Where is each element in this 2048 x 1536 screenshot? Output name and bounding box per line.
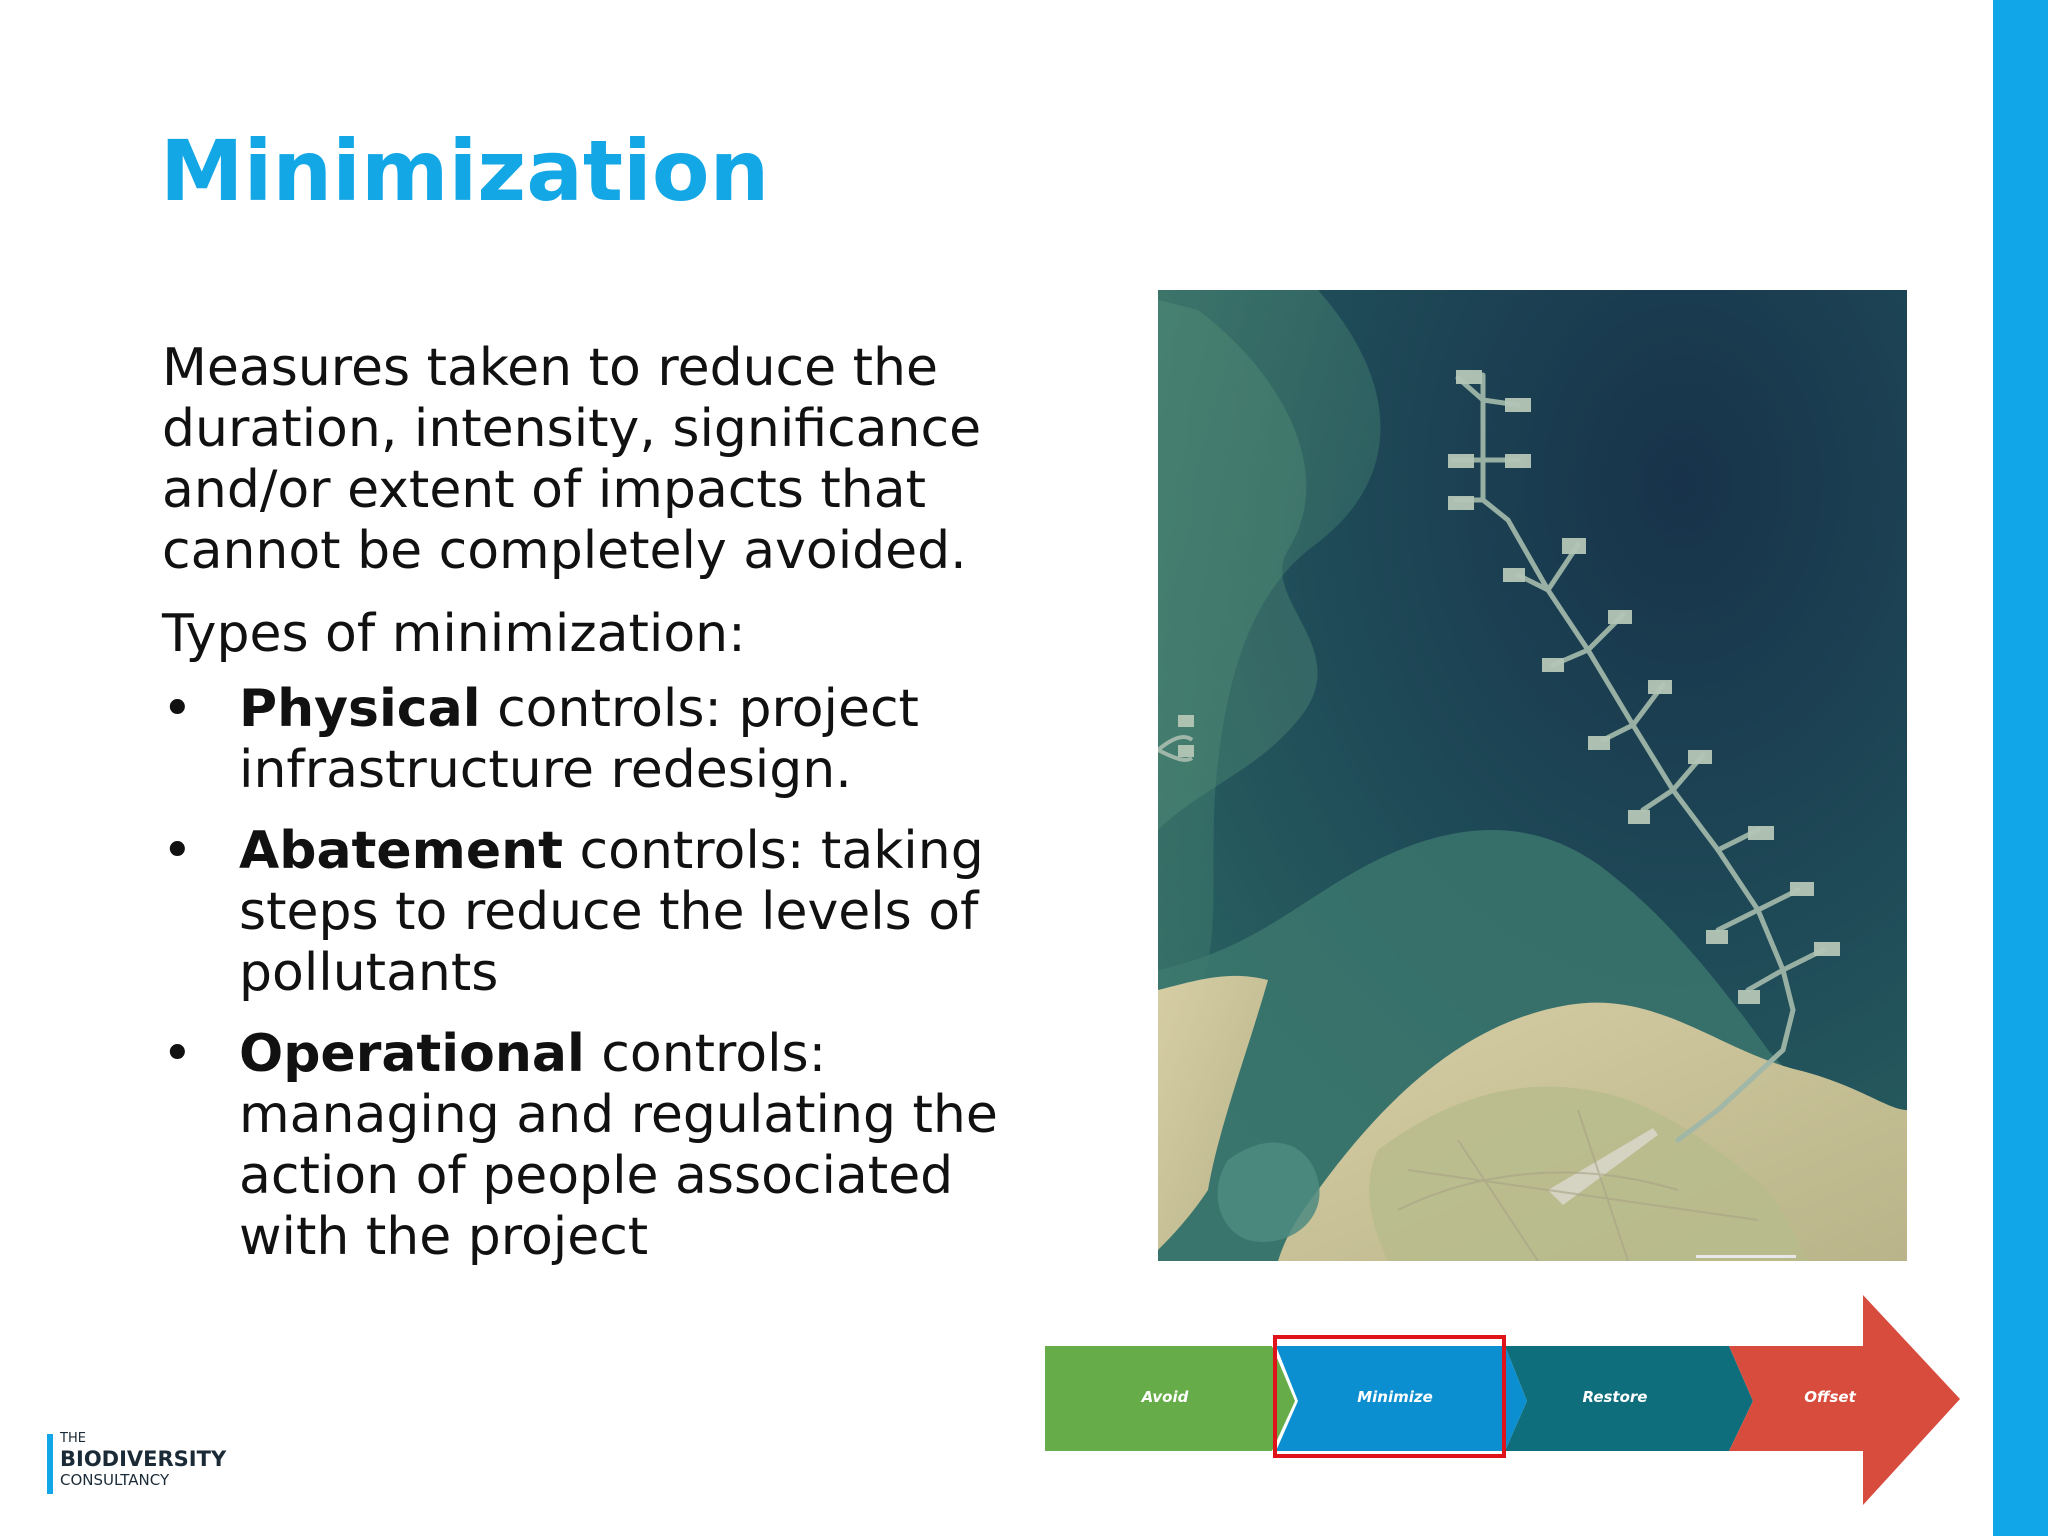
intro-paragraph: Measures taken to reduce the duration, intensity, significance and/or extent of impacts that cannot be completely avoided. xyxy=(162,338,982,581)
minimization-types-list xyxy=(162,679,1042,1268)
bullet-operational-term: Operational xyxy=(239,1024,585,1084)
logo-main: BIODIVERSITY xyxy=(60,1447,227,1471)
slide-title: Minimization xyxy=(160,122,770,220)
hierarchy-step-offset: Offset xyxy=(1804,1388,1856,1406)
bullet-dot-icon: • xyxy=(162,679,193,739)
minimize-highlight-box xyxy=(1273,1335,1506,1458)
slide-body xyxy=(162,338,1042,1288)
satellite-drawing xyxy=(1158,290,1907,1261)
bullet-abatement-term: Abatement xyxy=(239,821,564,881)
biodiversity-consultancy-logo xyxy=(47,1430,247,1498)
logo-the: THE xyxy=(60,1431,86,1446)
right-accent-bar xyxy=(1993,0,2048,1536)
bullet-physical xyxy=(162,679,1042,801)
mitigation-hierarchy-diagram xyxy=(1045,1295,1960,1505)
bullet-dot-icon: • xyxy=(162,1024,193,1084)
bullet-abatement-text: controls: taking steps to reduce the levels of pollutants xyxy=(239,821,984,1003)
bullet-operational-text: controls: managing and regulating the action of people associated with the project xyxy=(239,1024,998,1267)
bullet-physical-term: Physical xyxy=(239,679,481,739)
bullet-abatement xyxy=(162,821,1042,1004)
bullet-dot-icon: • xyxy=(162,821,193,881)
logo-accent-bar xyxy=(47,1434,53,1494)
hierarchy-step-minimize: Minimize xyxy=(1357,1388,1433,1406)
logo-sub: CONSULTANCY xyxy=(60,1471,170,1489)
bullet-operational xyxy=(162,1024,1042,1268)
bullet-physical-text: controls: project infrastructure redesign. xyxy=(239,679,919,800)
hierarchy-step-restore: Restore xyxy=(1582,1388,1648,1406)
types-heading: Types of minimization: xyxy=(162,604,746,664)
satellite-image xyxy=(1158,290,1907,1261)
hierarchy-step-avoid: Avoid xyxy=(1141,1388,1189,1406)
